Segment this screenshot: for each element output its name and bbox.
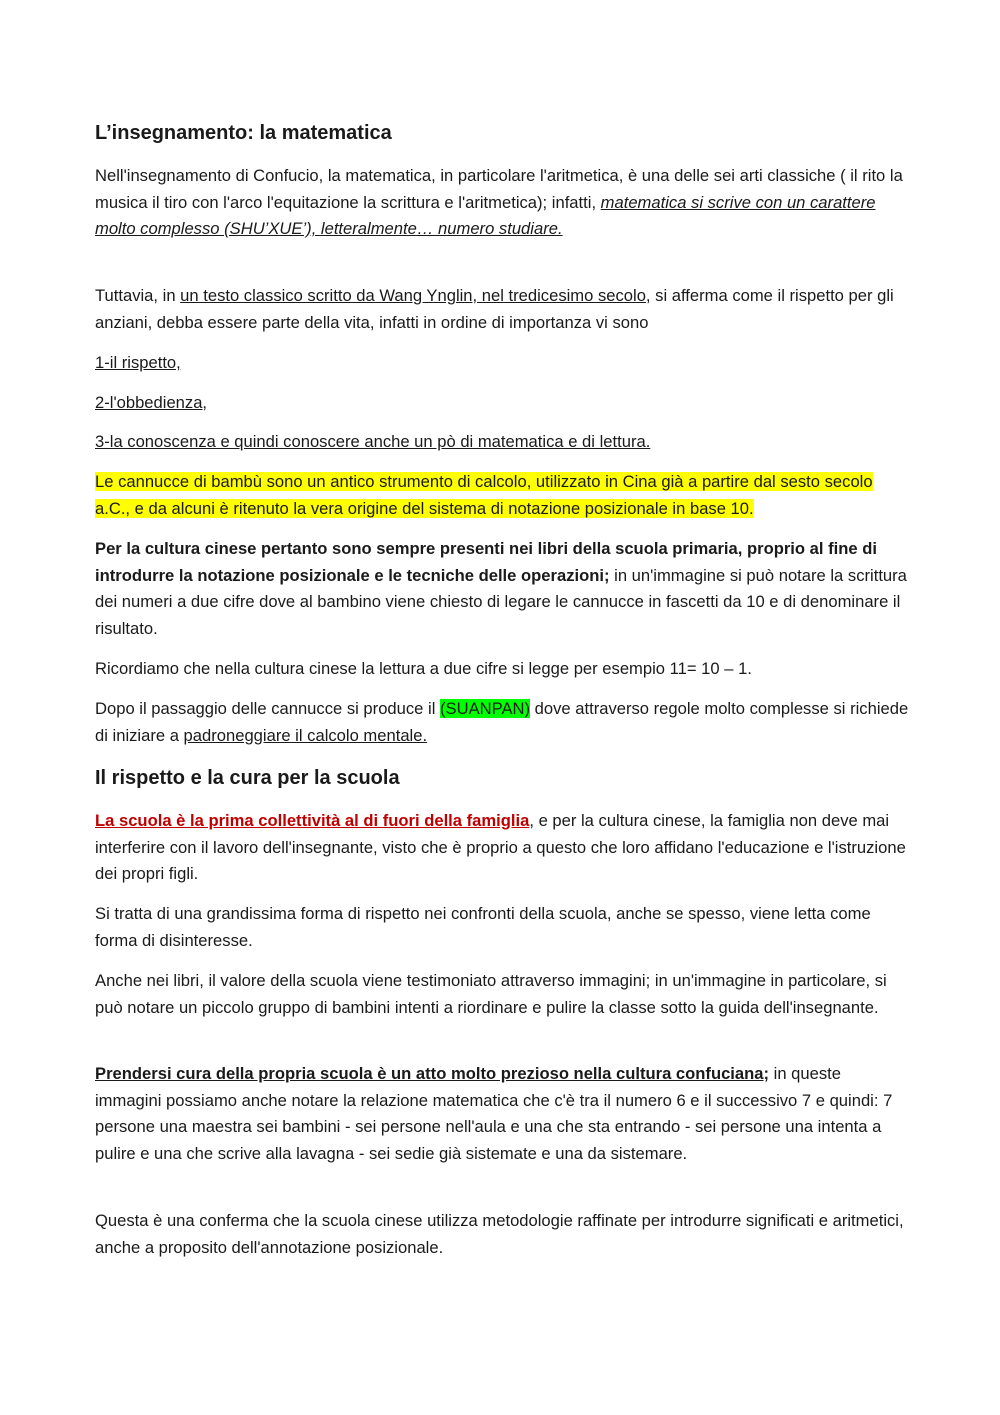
list-item-text: 2-l'obbedienza,	[95, 393, 208, 412]
paragraph-collettivita	[95, 808, 910, 888]
paragraph-text: dove attraverso regole molto complesse si richiede di iniziare a	[95, 699, 909, 745]
paragraph-text: Dopo il passaggio delle cannucce si produce il	[95, 699, 440, 718]
paragraph-cultura-cinese	[95, 536, 910, 642]
bold-underlined-text: Prendersi cura della propria scuola è un atto molto prezioso nella cultura confuciana;	[95, 1064, 770, 1083]
list-item-text: 1-il rispetto,	[95, 353, 181, 372]
paragraph-tuttavia	[95, 283, 910, 336]
paragraph-text: si afferma come il rispetto per gli anziani, debba essere parte della vita, infatti in ordine di importanza vi sono	[95, 286, 894, 332]
list-item	[95, 429, 910, 456]
paragraph-rispetto: Si tratta di una grandissima forma di rispetto nei confronti della scuola, anche se spesso, viene letta come forma di disinteresse.	[95, 904, 871, 950]
green-highlighted-text: (SUANPAN)	[440, 699, 531, 718]
red-bold-text: La scuola è la prima collettività al di fuori della famiglia	[95, 811, 530, 830]
section-title-matematica: L’insegnamento: la matematica	[95, 122, 392, 144]
paragraph-conferma: Questa è una conferma che la scuola cinese utilizza metodologie raffinate per introdurre significati e aritmetici, anche a proposito dell'annotazione posizionale.	[95, 1211, 904, 1257]
bold-text: Per la cultura cinese pertanto sono sempre presenti nei libri della scuola primaria, proprio al fine di introdurre la notazione posizionale e le tecniche delle operazioni;	[95, 539, 877, 585]
paragraph-confucio	[95, 163, 910, 243]
paragraph-prendersi-cura	[95, 1061, 910, 1167]
paragraph-text: in un'immagine si può notare la scrittura dei numeri a due cifre dove al bambino viene chiesto di legare le cannucce in fascetti da 10 e di denominare il risultato.	[95, 565, 907, 638]
paragraph-text: Nell'insegnamento di Confucio, la matematica, in particolare l'aritmetica, è una delle sei arti classiche ( il rito la musica il tiro con l'arco l'equitazione la scrittura e l'aritmetica); infatti,	[95, 166, 903, 212]
highlighted-text: Le cannucce di bambù sono un antico strumento di calcolo, utilizzato in Cina già a partire dal sesto secolo a.C., e da alcuni è ritenuto la vera origine del sistema di notazione posizionale in base 10.	[95, 472, 873, 518]
paragraph-ricordiamo: Ricordiamo che nella cultura cinese la lettura a due cifre si legge per esempio 11= 10 – 1.	[95, 659, 752, 678]
paragraph-text: in queste immagini possiamo anche notare la relazione matematica che c'è tra il numero 6 e il successivo 7 e quindi: 7 persone una maestra sei bambini - sei persone nell'aula e una che sta entrando - sei persone una intenta a pulire e una che scrive alla lavagna - sei sedie già sistemate e una da sistemare.	[95, 1064, 893, 1163]
section-title-scuola: Il rispetto e la cura per la scuola	[95, 767, 400, 789]
italic-underlined-text: matematica si scrive con un carattere molto complesso (SHU’XUE’), letteralmente… numero studiare.	[95, 192, 876, 238]
underlined-text: padroneggiare il calcolo mentale.	[183, 725, 428, 745]
paragraph-libri: Anche nei libri, il valore della scuola viene testimoniato attraverso immagini; in un'immagine in particolare, si può notare un piccolo gruppo di bambini intenti a riordinare e pulire la classe sotto la guida dell'insegnante.	[95, 971, 887, 1017]
paragraph-cannucce	[95, 469, 910, 522]
paragraph-text: , e per la cultura cinese, la famiglia non deve mai interferire con il lavoro dell'insegnante, visto che è proprio a questo che loro affidano l'educazione e l'istruzione dei propri figli.	[95, 811, 906, 883]
list-item	[95, 350, 910, 377]
underlined-text: un testo classico scritto da Wang Ynglin, nel tredicesimo secolo,	[180, 286, 651, 305]
list-item-text: 3-la conoscenza e quindi conoscere anche un pò di matematica e di lettura.	[95, 432, 651, 451]
paragraph-suanpan	[95, 696, 910, 749]
paragraph-text: Tuttavia, in	[95, 286, 181, 305]
list-item	[95, 390, 910, 417]
